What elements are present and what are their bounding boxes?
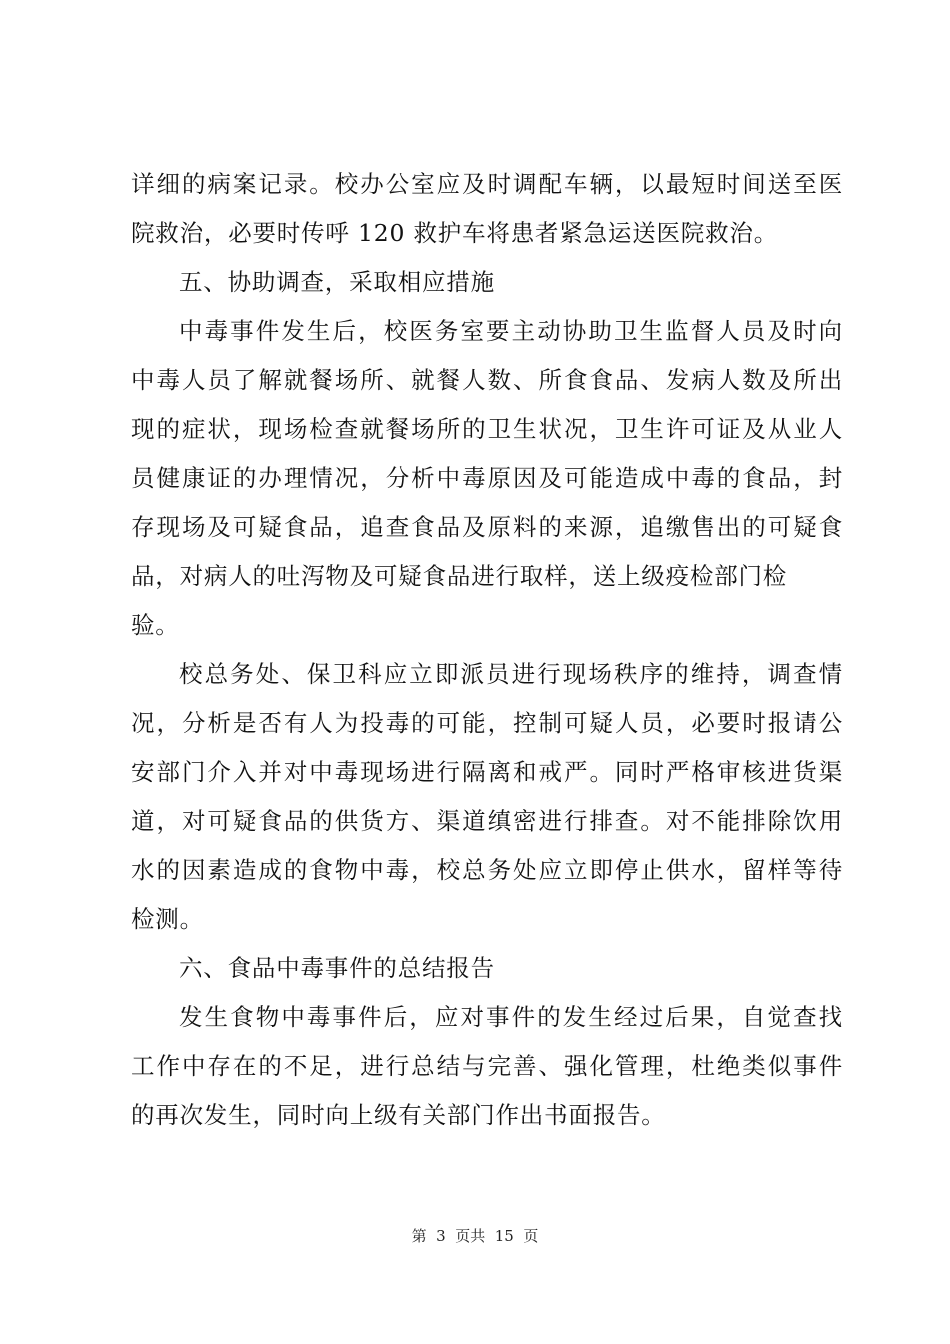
text-line: 水的因素造成的食物中毒，校总务处应立即停止供水，留样等待: [131, 856, 843, 884]
text-line: 况，分析是否有人为投毒的可能，控制可疑人员，必要时报请公: [131, 709, 843, 737]
document-body: [131, 160, 843, 1140]
text-line: 品，对病人的吐泻物及可疑食品进行取样，送上级疫检部门检: [131, 562, 788, 590]
text-line: 中毒事件发生后，校医务室要主动协助卫生监督人员及时向: [179, 317, 843, 345]
text-line: 安部门介入并对中毒现场进行隔离和戒严。同时严格审核进货渠: [131, 758, 843, 786]
text-line: 的再次发生，同时向上级有关部门作出书面报告。: [131, 1101, 666, 1129]
section-heading: 六、食品中毒事件的总结报告: [179, 954, 495, 982]
text-line: 中毒人员了解就餐场所、就餐人数、所食食品、发病人数及所出: [131, 366, 843, 394]
text-line: 现的症状，现场检查就餐场所的卫生状况，卫生许可证及从业人: [131, 415, 843, 443]
text-line: 工作中存在的不足，进行总结与完善、强化管理，杜绝类似事件: [131, 1052, 843, 1080]
text-line: 院救治，必要时传呼 120 救护车将患者紧急运送医院救治。: [131, 219, 778, 247]
text-line: 验。: [131, 611, 180, 639]
text-line: 详细的病案记录。校办公室应及时调配车辆，以最短时间送至医: [131, 170, 843, 198]
text-line: 校总务处、保卫科应立即派员进行现场秩序的维持，调查情: [179, 660, 843, 688]
text-line: 发生食物中毒事件后，应对事件的发生经过后果，自觉查找: [179, 1003, 843, 1031]
text-line: 检测。: [131, 905, 204, 933]
text-line: 员健康证的办理情况，分析中毒原因及可能造成中毒的食品，封: [131, 464, 843, 492]
section-heading: 五、协助调查，采取相应措施: [179, 268, 495, 296]
page-number-footer: 第 3 页共 15 页: [411, 1227, 539, 1245]
text-line: 道，对可疑食品的供货方、渠道缜密进行排查。对不能排除饮用: [131, 807, 843, 835]
text-line: 存现场及可疑食品，追查食品及原料的来源，追缴售出的可疑食: [131, 513, 843, 541]
